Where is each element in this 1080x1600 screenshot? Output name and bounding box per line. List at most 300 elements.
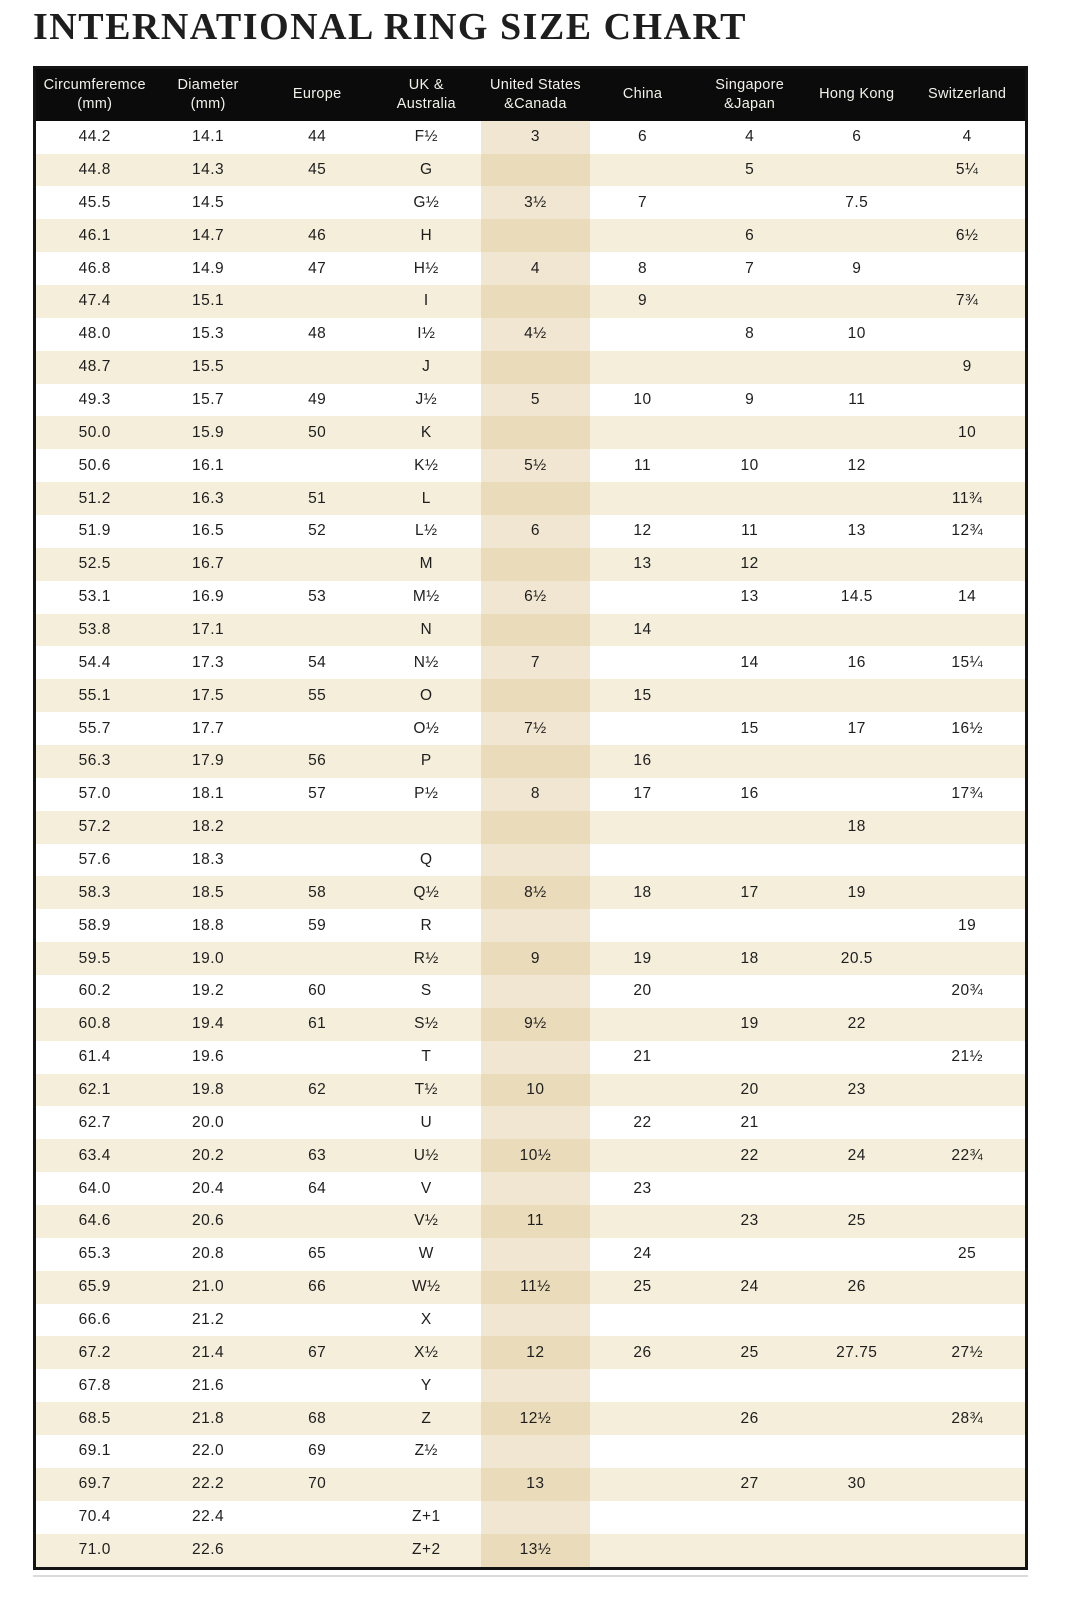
cell-circumference: 57.6 bbox=[78, 851, 111, 869]
cell-europe: 47 bbox=[308, 259, 327, 277]
cell-singapore-japan bbox=[695, 614, 804, 647]
cell-circumference: 62.7 bbox=[78, 1113, 111, 1131]
cell-circumference: 59.5 bbox=[78, 949, 111, 967]
table-row bbox=[35, 745, 1027, 778]
cell-hong-kong: 23 bbox=[847, 1081, 866, 1099]
cell-china: 6 bbox=[637, 128, 648, 146]
table-row bbox=[35, 1468, 1027, 1501]
cell-switzerland: 19 bbox=[958, 916, 977, 934]
cell-us-canada bbox=[481, 416, 590, 449]
cell-europe bbox=[263, 351, 372, 384]
cell-hong-kong: 17 bbox=[847, 719, 866, 737]
table-body bbox=[35, 121, 1027, 1568]
cell-singapore-japan: 15 bbox=[740, 719, 759, 737]
cell-hong-kong bbox=[804, 778, 909, 811]
cell-diameter: 22.6 bbox=[192, 1541, 225, 1559]
cell-hong-kong bbox=[804, 1435, 909, 1468]
cell-switzerland: 21½ bbox=[951, 1048, 984, 1066]
table-row bbox=[35, 384, 1027, 417]
cell-circumference: 57.0 bbox=[78, 785, 111, 803]
cell-diameter: 19.2 bbox=[192, 982, 225, 1000]
cell-circumference: 58.9 bbox=[78, 916, 111, 934]
cell-diameter: 21.4 bbox=[192, 1343, 225, 1361]
cell-uk-australia: X bbox=[420, 1311, 432, 1329]
cell-china: 15 bbox=[633, 686, 652, 704]
cell-europe: 67 bbox=[308, 1343, 327, 1361]
cell-europe bbox=[263, 1304, 372, 1337]
cell-switzerland: 9 bbox=[962, 358, 972, 376]
cell-singapore-japan: 7 bbox=[745, 259, 755, 277]
cell-china bbox=[590, 1435, 695, 1468]
table-row bbox=[35, 942, 1027, 975]
cell-singapore-japan: 9 bbox=[745, 390, 755, 408]
cell-hong-kong bbox=[804, 1501, 909, 1534]
cell-china bbox=[590, 844, 695, 877]
cell-hong-kong: 13 bbox=[847, 522, 866, 540]
cell-uk-australia: M bbox=[419, 555, 434, 573]
cell-singapore-japan bbox=[695, 186, 804, 219]
cell-singapore-japan bbox=[695, 975, 804, 1008]
cell-us-canada bbox=[481, 482, 590, 515]
cell-singapore-japan bbox=[695, 811, 804, 844]
cell-diameter: 19.0 bbox=[192, 949, 225, 967]
table-row bbox=[35, 285, 1027, 318]
cell-europe bbox=[263, 811, 372, 844]
cell-us-canada bbox=[481, 1238, 590, 1271]
cell-china bbox=[590, 1304, 695, 1337]
table-row bbox=[35, 1501, 1027, 1534]
cell-hong-kong bbox=[804, 219, 909, 252]
cell-uk-australia: X½ bbox=[414, 1343, 439, 1361]
cell-china: 11 bbox=[633, 456, 652, 474]
cell-europe: 51 bbox=[308, 489, 327, 507]
cell-diameter: 14.9 bbox=[192, 259, 225, 277]
cell-uk-australia: V bbox=[420, 1179, 432, 1197]
cell-switzerland bbox=[909, 876, 1026, 909]
cell-circumference: 63.4 bbox=[78, 1146, 111, 1164]
cell-singapore-japan bbox=[695, 1501, 804, 1534]
cell-hong-kong bbox=[804, 351, 909, 384]
table-row bbox=[35, 1041, 1027, 1074]
cell-hong-kong: 30 bbox=[847, 1475, 866, 1493]
cell-us-canada bbox=[481, 1041, 590, 1074]
cell-singapore-japan: 8 bbox=[745, 325, 755, 343]
cell-uk-australia: U bbox=[420, 1113, 433, 1131]
cell-hong-kong bbox=[804, 154, 909, 187]
cell-europe: 64 bbox=[308, 1179, 327, 1197]
cell-circumference: 60.8 bbox=[78, 1015, 111, 1033]
col-header-uk-australia: UK & Australia bbox=[372, 67, 481, 121]
cell-circumference: 65.3 bbox=[78, 1245, 111, 1263]
cell-europe: 57 bbox=[308, 785, 327, 803]
cell-switzerland bbox=[909, 745, 1026, 778]
cell-us-canada bbox=[481, 679, 590, 712]
cell-us-canada bbox=[481, 1435, 590, 1468]
cell-switzerland bbox=[909, 844, 1026, 877]
cell-diameter: 21.8 bbox=[192, 1409, 225, 1427]
cell-china: 19 bbox=[633, 949, 652, 967]
cell-europe bbox=[263, 1501, 372, 1534]
table-bottom-shadow bbox=[33, 1575, 1028, 1577]
cell-circumference: 69.7 bbox=[78, 1475, 111, 1493]
cell-circumference: 49.3 bbox=[78, 390, 111, 408]
cell-switzerland bbox=[909, 1369, 1026, 1402]
cell-circumference: 54.4 bbox=[78, 653, 111, 671]
cell-diameter: 15.1 bbox=[192, 292, 225, 310]
cell-us-canada bbox=[481, 1106, 590, 1139]
table-row bbox=[35, 778, 1027, 811]
table-row bbox=[35, 252, 1027, 285]
cell-hong-kong bbox=[804, 1369, 909, 1402]
cell-singapore-japan: 16 bbox=[740, 785, 759, 803]
cell-singapore-japan: 14 bbox=[740, 653, 759, 671]
cell-diameter: 16.5 bbox=[192, 522, 225, 540]
table-row bbox=[35, 581, 1027, 614]
cell-diameter: 19.8 bbox=[192, 1081, 225, 1099]
cell-switzerland: 22¾ bbox=[951, 1146, 984, 1164]
cell-us-canada: 11½ bbox=[481, 1271, 590, 1304]
table-header-row bbox=[35, 67, 1027, 121]
cell-singapore-japan: 23 bbox=[740, 1212, 759, 1230]
cell-hong-kong bbox=[804, 614, 909, 647]
cell-switzerland bbox=[909, 548, 1026, 581]
cell-uk-australia: Z+2 bbox=[411, 1541, 441, 1559]
cell-circumference: 71.0 bbox=[78, 1541, 111, 1559]
cell-diameter: 18.3 bbox=[192, 851, 225, 869]
cell-circumference: 53.1 bbox=[78, 588, 111, 606]
cell-china bbox=[590, 646, 695, 679]
cell-singapore-japan bbox=[695, 679, 804, 712]
cell-switzerland bbox=[909, 1468, 1026, 1501]
cell-china bbox=[590, 154, 695, 187]
cell-china bbox=[590, 482, 695, 515]
cell-china: 17 bbox=[633, 785, 652, 803]
cell-circumference: 58.3 bbox=[78, 883, 111, 901]
cell-diameter: 15.3 bbox=[192, 325, 225, 343]
cell-singapore-japan bbox=[695, 1238, 804, 1271]
cell-us-canada bbox=[481, 351, 590, 384]
col-header-europe: Europe bbox=[263, 67, 372, 121]
cell-hong-kong: 27.75 bbox=[836, 1343, 878, 1361]
cell-singapore-japan bbox=[695, 745, 804, 778]
cell-circumference: 51.2 bbox=[78, 489, 111, 507]
cell-diameter: 19.6 bbox=[192, 1048, 225, 1066]
cell-europe bbox=[263, 1205, 372, 1238]
cell-europe: 68 bbox=[308, 1409, 327, 1427]
cell-diameter: 17.9 bbox=[192, 752, 225, 770]
cell-singapore-japan: 4 bbox=[745, 128, 755, 146]
cell-china bbox=[590, 1534, 695, 1568]
ring-size-table bbox=[33, 66, 1028, 1570]
cell-china bbox=[590, 1139, 695, 1172]
cell-hong-kong: 11 bbox=[848, 390, 866, 408]
cell-switzerland bbox=[909, 384, 1026, 417]
cell-hong-kong: 22 bbox=[847, 1015, 866, 1033]
cell-us-canada bbox=[481, 1369, 590, 1402]
cell-europe bbox=[263, 614, 372, 647]
cell-europe bbox=[263, 1534, 372, 1568]
table-row bbox=[35, 351, 1027, 384]
cell-europe: 56 bbox=[308, 752, 327, 770]
cell-china: 14 bbox=[633, 621, 652, 638]
cell-switzerland bbox=[909, 252, 1026, 285]
cell-circumference: 45.5 bbox=[78, 193, 111, 211]
cell-china bbox=[590, 1074, 695, 1107]
table-row bbox=[35, 121, 1027, 154]
table-row bbox=[35, 219, 1027, 252]
cell-china bbox=[590, 1205, 695, 1238]
cell-uk-australia: O½ bbox=[413, 719, 440, 737]
col-header-us-canada: United States &Canada bbox=[481, 67, 590, 121]
cell-diameter: 18.8 bbox=[192, 916, 225, 934]
cell-uk-australia: M½ bbox=[412, 588, 440, 606]
cell-uk-australia: S bbox=[420, 982, 432, 1000]
table-row bbox=[35, 186, 1027, 219]
cell-uk-australia: S½ bbox=[414, 1015, 439, 1033]
cell-uk-australia: I bbox=[423, 292, 429, 310]
cell-china: 26 bbox=[633, 1343, 652, 1361]
cell-europe: 65 bbox=[308, 1245, 327, 1263]
cell-europe bbox=[263, 186, 372, 219]
cell-china bbox=[590, 1369, 695, 1402]
cell-europe: 55 bbox=[308, 686, 327, 704]
cell-uk-australia: U½ bbox=[413, 1146, 439, 1164]
table-row bbox=[35, 1369, 1027, 1402]
cell-singapore-japan bbox=[695, 1304, 804, 1337]
cell-us-canada bbox=[481, 909, 590, 942]
cell-us-canada bbox=[481, 844, 590, 877]
cell-uk-australia: H½ bbox=[413, 259, 439, 277]
cell-hong-kong: 19 bbox=[847, 883, 866, 901]
cell-switzerland: 28¾ bbox=[951, 1409, 984, 1427]
cell-us-canada: 13½ bbox=[481, 1534, 590, 1568]
cell-diameter: 22.0 bbox=[192, 1442, 225, 1460]
cell-diameter: 14.1 bbox=[192, 128, 225, 146]
cell-europe: 46 bbox=[308, 226, 327, 244]
cell-us-canada bbox=[481, 1501, 590, 1534]
cell-circumference: 44.8 bbox=[78, 160, 111, 178]
cell-uk-australia: L bbox=[421, 489, 431, 507]
cell-switzerland: 5¼ bbox=[955, 160, 979, 178]
cell-hong-kong: 20.5 bbox=[840, 949, 873, 967]
cell-europe: 63 bbox=[308, 1146, 327, 1164]
cell-switzerland: 7¾ bbox=[955, 292, 979, 310]
cell-hong-kong: 7.5 bbox=[845, 193, 869, 211]
cell-circumference: 67.2 bbox=[78, 1343, 111, 1361]
table-row bbox=[35, 515, 1027, 548]
cell-diameter: 17.7 bbox=[192, 719, 225, 737]
cell-circumference: 46.1 bbox=[78, 226, 111, 244]
cell-europe: 54 bbox=[308, 653, 327, 671]
cell-uk-australia: R½ bbox=[413, 949, 439, 967]
cell-switzerland bbox=[909, 1106, 1026, 1139]
cell-switzerland: 15¼ bbox=[951, 653, 984, 671]
col-header-hong-kong: Hong Kong bbox=[804, 67, 909, 121]
cell-singapore-japan: 12 bbox=[740, 555, 759, 573]
table-row bbox=[35, 909, 1027, 942]
cell-diameter: 15.9 bbox=[192, 423, 225, 441]
cell-singapore-japan bbox=[695, 1435, 804, 1468]
table-row bbox=[35, 154, 1027, 187]
cell-uk-australia: W½ bbox=[412, 1278, 441, 1296]
cell-hong-kong: 9 bbox=[852, 259, 862, 277]
cell-switzerland: 4 bbox=[962, 128, 972, 146]
cell-hong-kong bbox=[804, 1534, 909, 1568]
table-row bbox=[35, 1205, 1027, 1238]
cell-uk-australia: R bbox=[420, 916, 433, 934]
cell-singapore-japan bbox=[695, 351, 804, 384]
cell-europe bbox=[263, 942, 372, 975]
cell-hong-kong: 12 bbox=[847, 456, 866, 474]
cell-china: 16 bbox=[633, 752, 652, 770]
cell-diameter: 20.8 bbox=[192, 1245, 225, 1263]
cell-europe: 44 bbox=[308, 128, 327, 146]
cell-china bbox=[590, 1402, 695, 1435]
table-row bbox=[35, 876, 1027, 909]
cell-us-canada: 5 bbox=[481, 384, 590, 417]
cell-hong-kong: 16 bbox=[847, 653, 866, 671]
cell-diameter: 20.6 bbox=[192, 1212, 225, 1230]
cell-switzerland bbox=[909, 614, 1026, 647]
cell-uk-australia bbox=[372, 811, 481, 844]
cell-singapore-japan bbox=[695, 285, 804, 318]
cell-diameter: 15.7 bbox=[192, 390, 225, 408]
cell-china bbox=[590, 581, 695, 614]
cell-diameter: 18.2 bbox=[192, 818, 225, 836]
cell-switzerland bbox=[909, 1534, 1026, 1568]
cell-circumference: 56.3 bbox=[78, 752, 111, 770]
cell-us-canada: 5½ bbox=[481, 449, 590, 482]
cell-china bbox=[590, 1501, 695, 1534]
cell-singapore-japan: 13 bbox=[740, 588, 759, 606]
cell-diameter: 16.7 bbox=[192, 555, 225, 573]
cell-china: 23 bbox=[633, 1179, 652, 1197]
cell-us-canada: 7 bbox=[481, 646, 590, 679]
table-row bbox=[35, 646, 1027, 679]
cell-switzerland: 20¾ bbox=[951, 982, 984, 1000]
cell-hong-kong bbox=[804, 1238, 909, 1271]
cell-us-canada: 6 bbox=[481, 515, 590, 548]
cell-singapore-japan bbox=[695, 909, 804, 942]
table-row bbox=[35, 548, 1027, 581]
cell-hong-kong bbox=[804, 482, 909, 515]
cell-europe: 53 bbox=[308, 588, 327, 606]
cell-hong-kong: 18 bbox=[847, 818, 866, 836]
cell-china bbox=[590, 416, 695, 449]
cell-singapore-japan: 24 bbox=[740, 1278, 759, 1296]
page-title: INTERNATIONAL RING SIZE CHART bbox=[33, 6, 747, 48]
cell-uk-australia: P bbox=[420, 752, 432, 770]
cell-hong-kong bbox=[804, 1304, 909, 1337]
cell-switzerland bbox=[909, 1074, 1026, 1107]
cell-singapore-japan: 18 bbox=[740, 949, 759, 967]
cell-diameter: 14.3 bbox=[192, 160, 225, 178]
cell-switzerland: 6½ bbox=[955, 226, 979, 244]
cell-hong-kong: 24 bbox=[847, 1146, 866, 1164]
cell-uk-australia: L½ bbox=[415, 522, 438, 540]
cell-diameter: 15.5 bbox=[192, 358, 225, 376]
cell-us-canada bbox=[481, 154, 590, 187]
cell-uk-australia: Q bbox=[420, 851, 433, 869]
cell-us-canada: 13 bbox=[481, 1468, 590, 1501]
cell-circumference: 61.4 bbox=[78, 1048, 111, 1066]
cell-us-canada bbox=[481, 745, 590, 778]
cell-us-canada: 8½ bbox=[481, 876, 590, 909]
cell-singapore-japan: 10 bbox=[740, 456, 759, 474]
table-row bbox=[35, 1534, 1027, 1568]
cell-uk-australia: J½ bbox=[415, 390, 438, 408]
cell-diameter: 22.4 bbox=[192, 1508, 225, 1526]
cell-us-canada bbox=[481, 219, 590, 252]
cell-switzerland: 16½ bbox=[951, 719, 984, 737]
cell-europe: 66 bbox=[308, 1278, 327, 1296]
cell-switzerland bbox=[909, 811, 1026, 844]
cell-circumference: 48.7 bbox=[78, 358, 111, 376]
cell-switzerland bbox=[909, 1271, 1026, 1304]
cell-europe: 61 bbox=[308, 1015, 327, 1033]
cell-circumference: 53.8 bbox=[78, 621, 111, 638]
cell-us-canada bbox=[481, 811, 590, 844]
cell-europe bbox=[263, 1041, 372, 1074]
cell-circumference: 68.5 bbox=[78, 1409, 111, 1427]
cell-hong-kong: 14.5 bbox=[840, 588, 873, 606]
col-header-singapore-japan: Singapore &Japan bbox=[695, 67, 804, 121]
cell-uk-australia: Q½ bbox=[413, 883, 440, 901]
cell-us-canada: 8 bbox=[481, 778, 590, 811]
cell-uk-australia: V½ bbox=[414, 1212, 439, 1230]
cell-switzerland: 25 bbox=[958, 1245, 977, 1263]
cell-hong-kong: 26 bbox=[847, 1278, 866, 1296]
cell-uk-australia: N bbox=[420, 621, 433, 638]
cell-europe bbox=[263, 548, 372, 581]
cell-uk-australia: Z½ bbox=[414, 1442, 438, 1460]
cell-hong-kong bbox=[804, 975, 909, 1008]
table-row bbox=[35, 614, 1027, 647]
cell-hong-kong bbox=[804, 1172, 909, 1205]
cell-china: 24 bbox=[633, 1245, 652, 1263]
cell-europe bbox=[263, 285, 372, 318]
cell-europe bbox=[263, 712, 372, 745]
cell-uk-australia: I½ bbox=[417, 325, 436, 343]
table-row bbox=[35, 1304, 1027, 1337]
cell-switzerland: 14 bbox=[958, 588, 977, 606]
table-row bbox=[35, 1336, 1027, 1369]
cell-hong-kong bbox=[804, 745, 909, 778]
cell-europe: 50 bbox=[308, 423, 327, 441]
cell-europe: 52 bbox=[308, 522, 327, 540]
cell-uk-australia: O bbox=[420, 686, 433, 704]
cell-singapore-japan bbox=[695, 482, 804, 515]
cell-hong-kong: 25 bbox=[847, 1212, 866, 1230]
cell-hong-kong bbox=[804, 285, 909, 318]
table-row bbox=[35, 679, 1027, 712]
cell-china bbox=[590, 351, 695, 384]
cell-diameter: 17.1 bbox=[192, 621, 225, 638]
table-row bbox=[35, 712, 1027, 745]
cell-switzerland: 12¾ bbox=[951, 522, 984, 540]
cell-us-canada: 3 bbox=[481, 121, 590, 154]
cell-diameter: 21.2 bbox=[192, 1311, 225, 1329]
cell-switzerland bbox=[909, 1435, 1026, 1468]
cell-hong-kong bbox=[804, 1041, 909, 1074]
cell-hong-kong bbox=[804, 1402, 909, 1435]
cell-singapore-japan bbox=[695, 844, 804, 877]
table-row bbox=[35, 1106, 1027, 1139]
cell-uk-australia: P½ bbox=[414, 785, 439, 803]
table-row bbox=[35, 975, 1027, 1008]
cell-europe: 60 bbox=[308, 982, 327, 1000]
cell-circumference: 50.0 bbox=[78, 423, 111, 441]
